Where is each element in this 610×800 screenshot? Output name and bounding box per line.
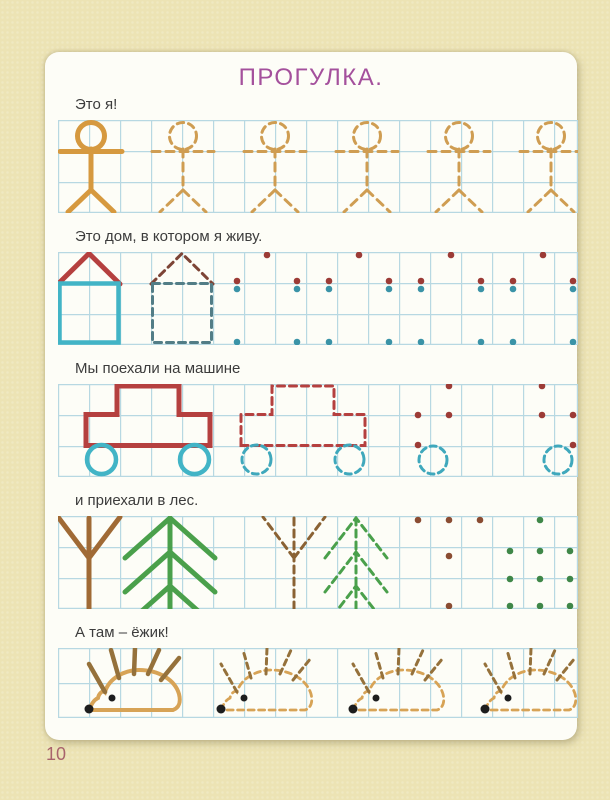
section-forest [45, 492, 577, 609]
section-car [45, 360, 577, 477]
row-label-forest: и приехали в лес. [75, 492, 199, 509]
row-label-me: Это я! [75, 96, 118, 113]
tracing-grid-cars [58, 384, 578, 477]
worksheet-card [45, 52, 577, 740]
row-label-car: Мы поехали на машине [75, 360, 241, 377]
tracing-grid-people [58, 120, 578, 213]
section-me [45, 96, 577, 213]
tracing-grid-hedgehogs [58, 648, 578, 718]
page-number: 10 [46, 744, 67, 764]
row-label-hedgehog: А там – ёжик! [75, 624, 169, 641]
page-title: ПРОГУЛКА. [238, 64, 384, 91]
section-house [45, 228, 577, 345]
section-hedgehog [45, 624, 577, 718]
tracing-grid-trees [58, 516, 578, 609]
tracing-grid-houses [58, 252, 578, 345]
row-label-house: Это дом, в котором я живу. [75, 228, 263, 245]
